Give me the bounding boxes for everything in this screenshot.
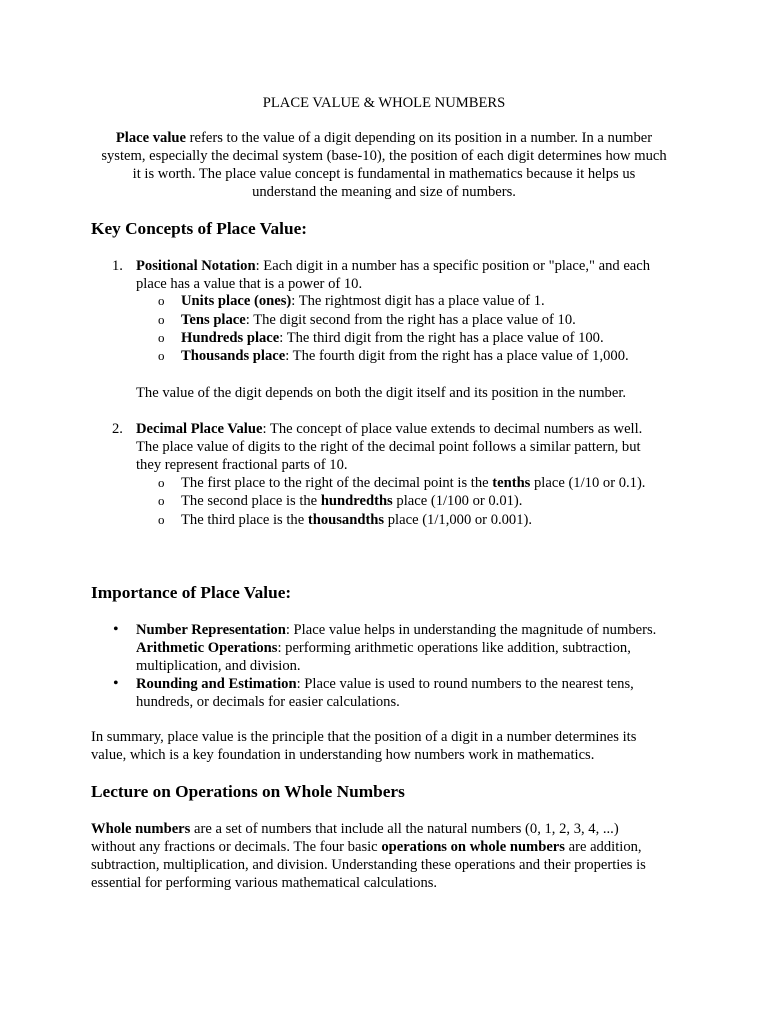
importance-b1-line-1: Number Representation: Place value helps in understanding the magnitude of numbers. [136, 622, 657, 638]
lecture-line-3: subtraction, multiplication, and division. Understanding these operations and their properties is [91, 857, 646, 873]
intro-term: Place value [115, 130, 187, 146]
item1-line-1: Positional Notation: Each digit in a number has a specific position or "place," and each [136, 258, 651, 274]
lecture-heading: Lecture on Operations on Whole Numbers [91, 782, 405, 801]
list-item: Thousands place: The fourth digit from the right has a place value of 1,000. [181, 348, 629, 364]
importance-heading: Importance of Place Value: [91, 583, 292, 602]
list-item: The first place to the right of the decimal point is the tenths place (1/10 or 0.1). [181, 475, 646, 491]
intro-line-1: Place value refers to the value of a digit depending on its position in a number. In a number [115, 130, 653, 146]
intro-line-3: it is worth. The place value concept is fundamental in mathematics because it helps us [132, 166, 636, 182]
item1-note: The value of the digit depends on both the digit itself and its position in the number. [136, 385, 627, 401]
intro-line-2: system, especially the decimal system (base-10), the position of each digit determines how much [101, 148, 667, 164]
sub-bullet: o [158, 293, 165, 308]
document-title: PLACE VALUE & WHOLE NUMBERS [262, 95, 506, 111]
item1-line-2: place has a value that is a power of 10. [136, 276, 363, 292]
importance-b2-line-2: hundreds, or decimals for easier calculations. [136, 694, 400, 710]
importance-b1-line-3: multiplication, and division. [136, 658, 301, 674]
sub-bullet: o [158, 475, 165, 490]
list-item: The third place is the thousandths place (1/1,000 or 0.001). [181, 512, 533, 528]
sub-bullet: o [158, 312, 165, 327]
item2-line-1: Decimal Place Value: The concept of place value extends to decimal numbers as well. [136, 421, 643, 437]
importance-b2-line-1: Rounding and Estimation: Place value is used to round numbers to the nearest tens, [136, 676, 634, 692]
list-number: 1. [112, 258, 123, 274]
importance-b1-line-2: Arithmetic Operations: performing arithmetic operations like addition, subtraction, [136, 640, 631, 656]
item2-line-3: they represent fractional parts of 10. [136, 457, 348, 473]
list-number: 2. [112, 421, 123, 437]
summary-line-1: In summary, place value is the principle that the position of a digit in a number determines its [91, 729, 637, 745]
bullet: • [113, 675, 119, 692]
list-item: The second place is the hundredths place (1/100 or 0.01). [181, 493, 523, 509]
sub-bullet: o [158, 512, 165, 527]
key-concepts-heading: Key Concepts of Place Value: [91, 219, 307, 238]
list-item: Units place (ones): The rightmost digit has a place value of 1. [181, 293, 545, 309]
lecture-line-1: Whole numbers are a set of numbers that include all the natural numbers (0, 1, 2, 3, 4, ...) [91, 821, 619, 837]
sub-bullet: o [158, 348, 165, 363]
item2-line-2: The place value of digits to the right of the decimal point follows a similar pattern, but [136, 439, 641, 455]
intro-line-4: understand the meaning and size of numbers. [252, 184, 516, 200]
sub-bullet: o [158, 493, 165, 508]
sub-bullet: o [158, 330, 165, 345]
summary-line-2: value, which is a key foundation in understanding how numbers work in mathematics. [91, 747, 595, 763]
bullet: • [113, 621, 119, 638]
lecture-line-2: without any fractions or decimals. The four basic operations on whole numbers are addition, [91, 839, 642, 855]
list-item: Tens place: The digit second from the right has a place value of 10. [181, 312, 576, 328]
lecture-line-4: essential for performing various mathematical calculations. [91, 875, 438, 891]
list-item: Hundreds place: The third digit from the right has a place value of 100. [181, 330, 604, 346]
